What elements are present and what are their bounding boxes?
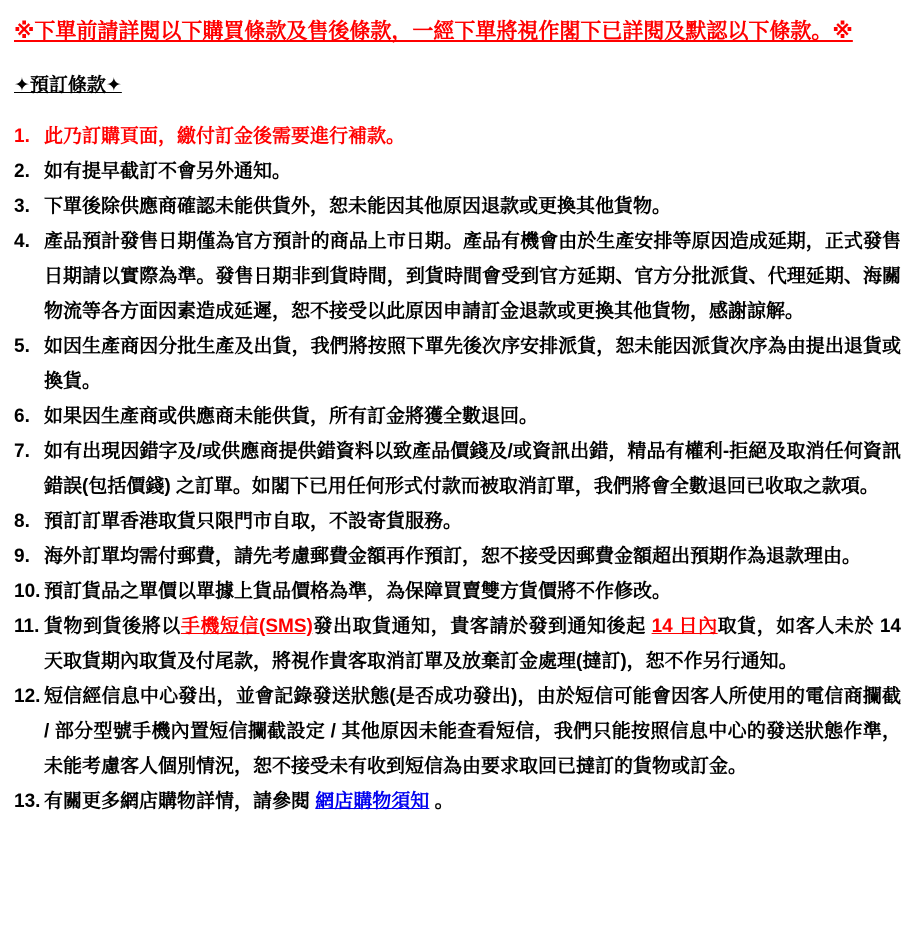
term-text: 此乃訂購頁面，繳付訂金後需要進行補款。 [44,126,406,148]
term-number: 5. [14,336,30,358]
term-item-13 [14,784,901,819]
term-number: 12. [14,686,41,708]
term-text: 如果因生產商或供應商未能供貨，所有訂金將獲全數退回。 [44,406,539,428]
term-number: 7. [14,441,30,463]
term-item-5 [14,329,901,399]
terms-list [14,119,901,819]
term-text [44,609,901,679]
days-highlight: 14 日內 [651,616,718,638]
term-item-12 [14,679,901,784]
sms-highlight: 手機短信(SMS) [180,616,313,638]
section-title: ✦預訂條款✦ [14,75,122,97]
term-text: 預訂訂單香港取貨只限門市自取，不設寄貨服務。 [44,511,463,533]
term-item-9 [14,539,901,574]
term-text: 下單後除供應商確認未能供貨外，恕未能因其他原因退款或更換其他貨物。 [44,196,672,218]
term-number: 8. [14,511,30,533]
term-text: 如有出現因錯字及/或供應商提供錯資料以致產品價錢及/或資訊出錯，精品有權利-拒絕及取消任何資訊錯誤(包括價錢) 之訂單。如閣下已用任何形式付款而被取消訂單，我們將會全數退回已收取之款項。 [44,441,901,498]
term-number: 10. [14,581,41,603]
term-text: 海外訂單均需付郵費，請先考慮郵費金額再作預訂，恕不接受因郵費金額超出預期作為退款理由。 [44,546,862,568]
term-item-6 [14,399,901,434]
term-item-1 [14,119,901,154]
term-number: 1. [14,126,30,148]
term-number: 13. [14,791,41,813]
term-text-segment: 發出取貨通知，貴客請於發到通知後起 [312,616,652,638]
term-number: 6. [14,406,30,428]
shop-guide-link[interactable]: 網店購物須知 [315,791,430,813]
term-item-2 [14,154,901,189]
term-number: 4. [14,231,30,253]
term-number: 2. [14,161,30,183]
term-text: 如因生產商因分批生產及出貨，我們將按照下單先後次序安排派貨，恕未能因派貨次序為由提出退貨或換貨。 [44,336,901,393]
term-text: 如有提早截訂不會另外通知。 [44,161,292,183]
term-text: 預訂貨品之單價以單據上貨品價格為準，為保障買賣雙方貨價將不作修改。 [44,581,672,603]
term-item-7 [14,434,901,504]
term-text-segment: 有關更多網店購物詳情，請參閱 [44,791,316,813]
term-item-10 [14,574,901,609]
term-text [44,784,901,819]
term-item-3 [14,189,901,224]
term-text: 短信經信息中心發出，並會記錄發送狀態(是否成功發出)，由於短信可能會因客人所使用的電信商攔截 / 部分型號手機內置短信攔截設定 / 其他原因未能查看短信，我們只能按照信息中心的發送狀態作準，未能考慮客人個別情況，恕不接受未有收到短信為由要求取回已撻訂的貨物或訂金。 [44,686,901,778]
term-number: 9. [14,546,30,568]
term-item-8 [14,504,901,539]
page-title: ※下單前請詳閱以下購買條款及售後條款，一經下單將視作閣下已詳閱及默認以下條款。※ [14,20,853,43]
term-text-segment: 。 [429,791,454,813]
term-item-11 [14,609,901,679]
term-number: 11. [14,616,40,638]
term-text-segment: 取貨，如客人未於 14 天取貨期內取貨及付尾款，將視作貴客取消訂單及放棄訂金處理(撻訂)，恕不作另行通知。 [44,616,901,673]
term-item-4 [14,224,901,329]
term-number: 3. [14,196,30,218]
term-text-segment: 貨物到貨後將以 [44,616,181,638]
term-text: 產品預計發售日期僅為官方預計的商品上市日期。產品有機會由於生產安排等原因造成延期，正式發售日期請以實際為準。發售日期非到貨時間，到貨時間會受到官方延期、官方分批派貨、代理延期、海關物流等各方面因素造成延遲，恕不接受以此原因申請訂金退款或更換其他貨物，感謝諒解。 [44,231,901,323]
